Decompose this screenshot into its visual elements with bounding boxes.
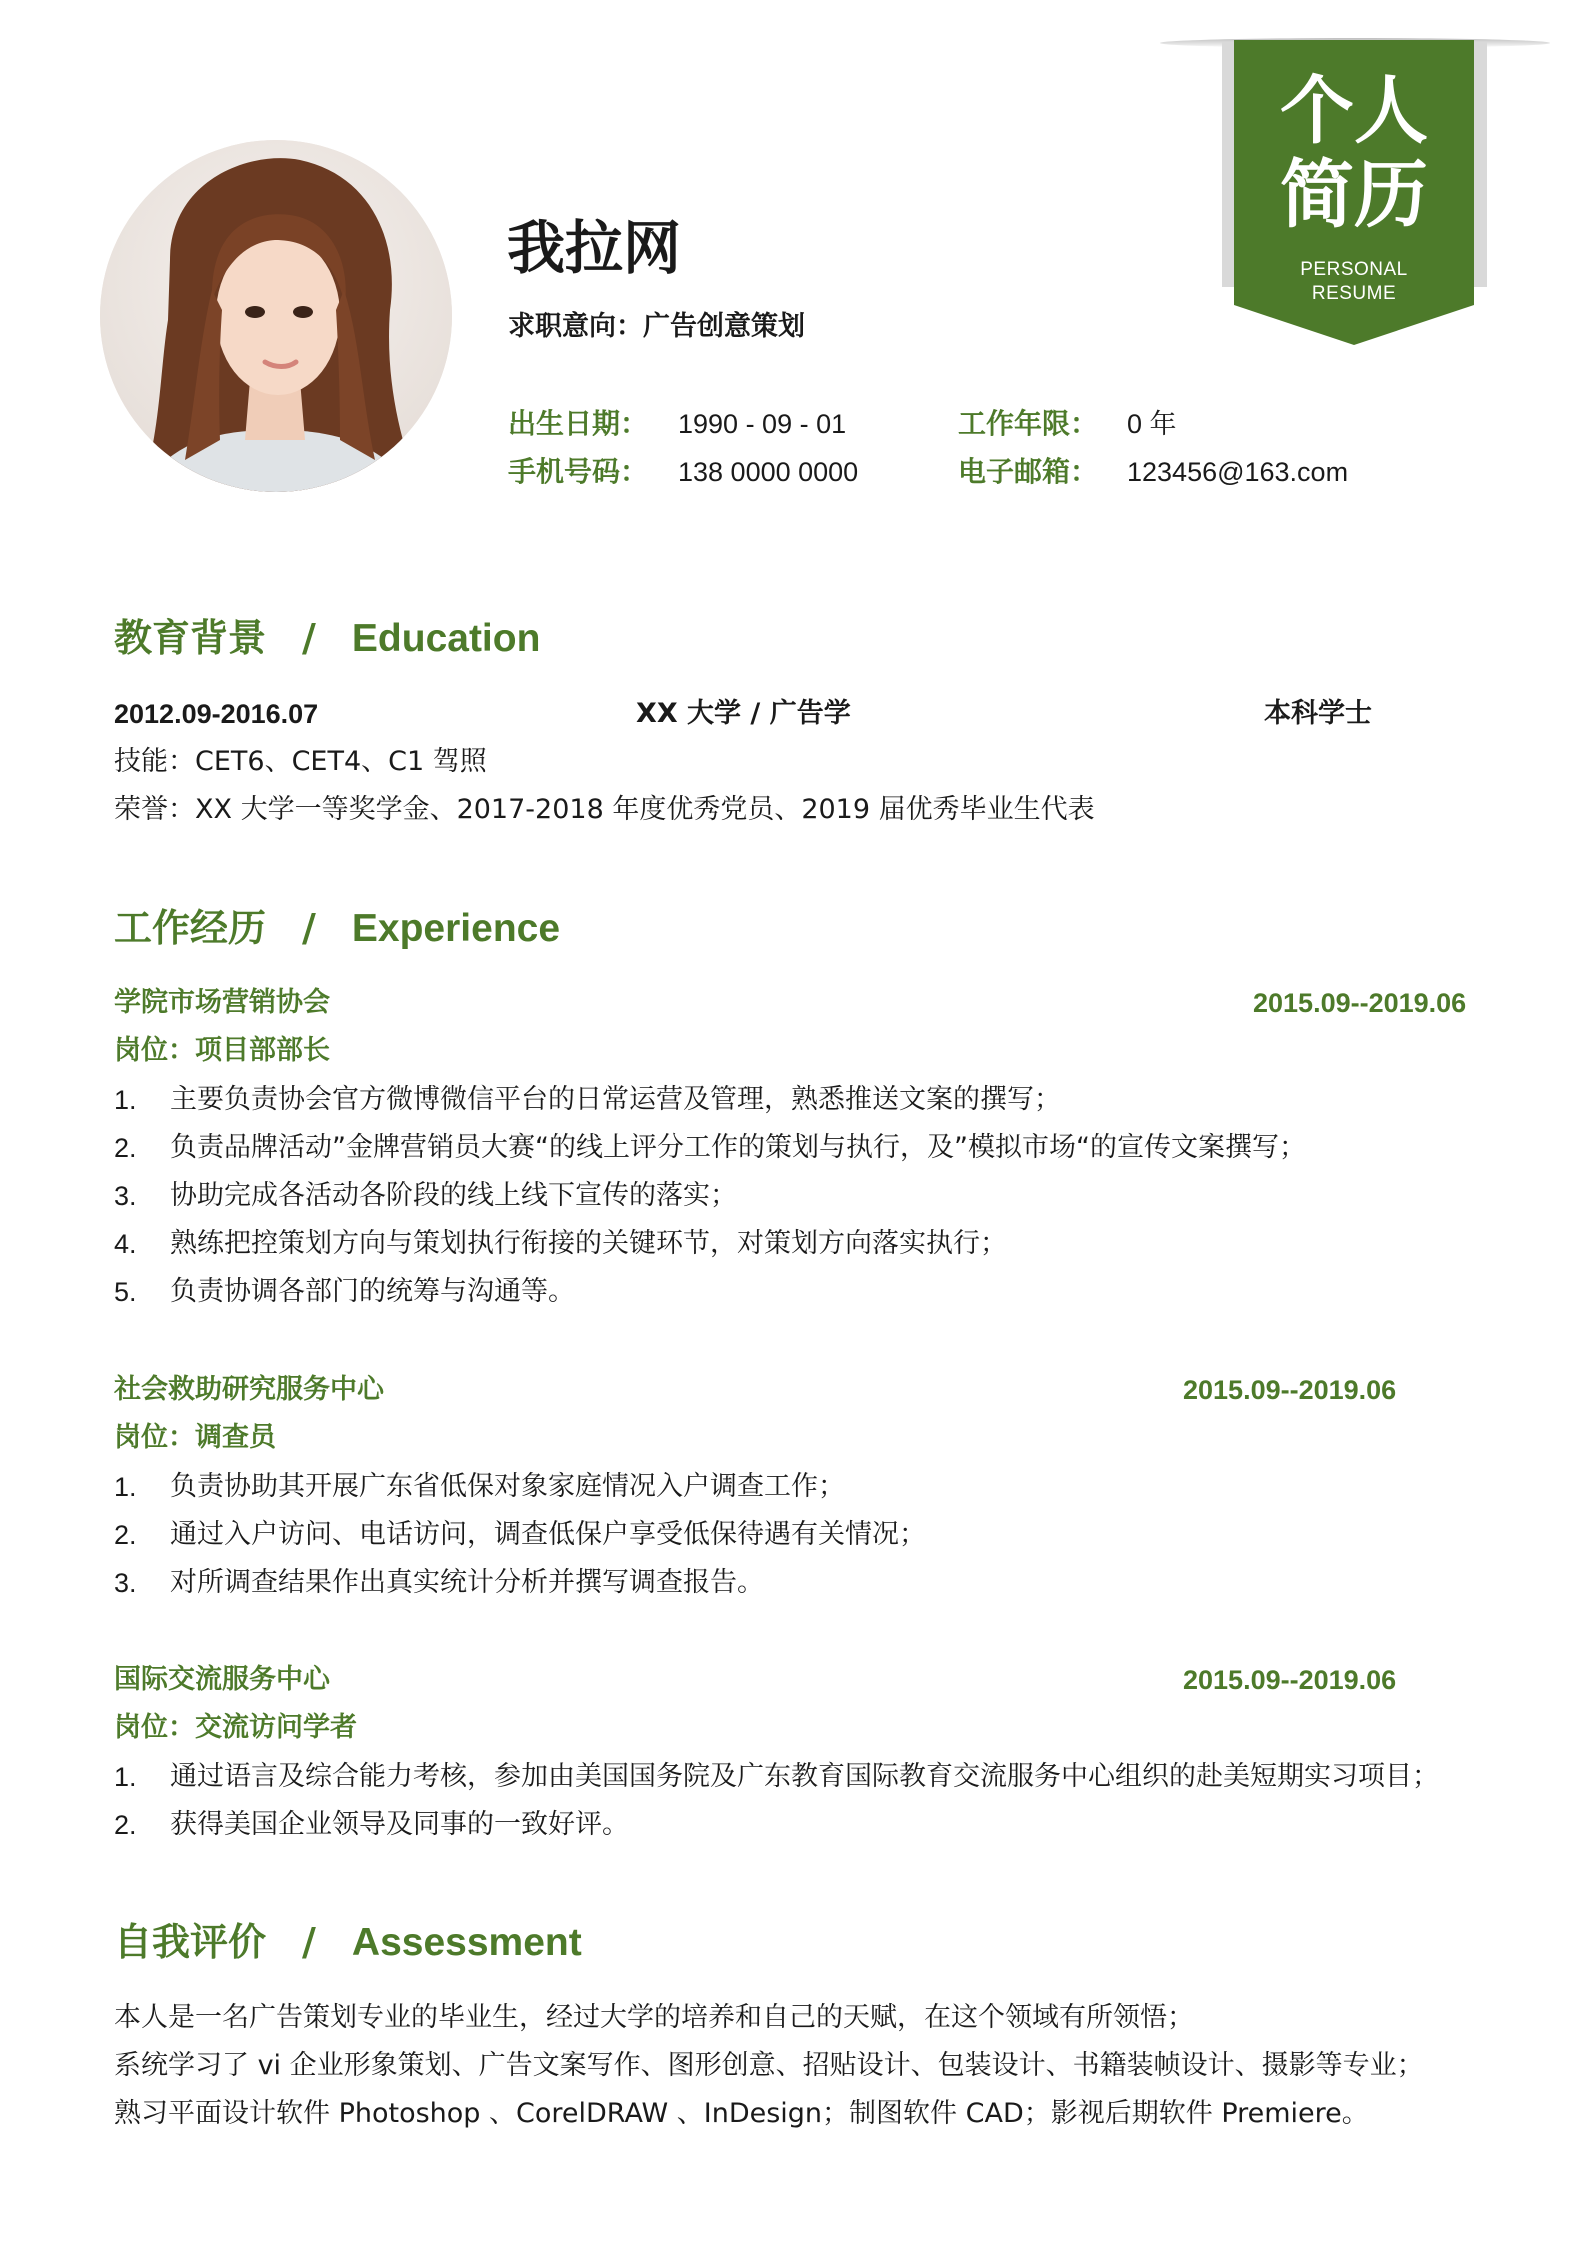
list-number: 1. bbox=[114, 1085, 137, 1115]
experience-slash: / bbox=[302, 906, 316, 950]
education-slash: / bbox=[302, 616, 316, 660]
list-number: 3. bbox=[114, 1181, 137, 1211]
education-title-cn: 教育背景 bbox=[114, 616, 267, 660]
job-date: 2015.09--2019.06 bbox=[1183, 1375, 1397, 1405]
experience-title-en: Experience bbox=[351, 907, 561, 950]
portrait-photo bbox=[100, 140, 452, 492]
experience-heading bbox=[114, 904, 560, 953]
experience-title-cn: 工作经历 bbox=[114, 906, 267, 950]
list-number: 5. bbox=[114, 1277, 137, 1307]
list-number: 1. bbox=[114, 1762, 137, 1792]
job-org: 学院市场营销协会 bbox=[114, 987, 330, 1018]
banner-sub-line2: RESUME bbox=[1311, 283, 1397, 304]
list-number: 3. bbox=[114, 1568, 137, 1598]
education-skills: 技能：CET6、CET4、C1 驾照 bbox=[114, 746, 487, 777]
education-period: 2012.09-2016.07 bbox=[114, 699, 319, 729]
job-date: 2015.09--2019.06 bbox=[1183, 1665, 1397, 1695]
list-item: 负责协调各部门的统筹与沟通等。 bbox=[170, 1276, 575, 1307]
assessment-title-en: Assessment bbox=[351, 1921, 582, 1964]
assessment-line: 系统学习了 vi 企业形象策划、广告文案写作、图形创意、招贴设计、包装设计、书籍装帧设计、摄影等专业； bbox=[114, 2050, 1424, 2081]
resume-banner bbox=[1234, 40, 1474, 345]
email-label: 电子邮箱： bbox=[958, 455, 1099, 488]
job-role: 岗位：调查员 bbox=[114, 1422, 276, 1453]
birth-label: 出生日期： bbox=[508, 407, 649, 440]
list-item: 负责协助其开展广东省低保对象家庭情况入户调查工作； bbox=[170, 1471, 845, 1502]
job-role: 岗位：交流访问学者 bbox=[114, 1712, 357, 1743]
list-number: 2. bbox=[114, 1133, 137, 1163]
list-number: 2. bbox=[114, 1520, 137, 1550]
job-date: 2015.09--2019.06 bbox=[1253, 988, 1467, 1018]
list-item: 负责品牌活动”金牌营销员大赛“的线上评分工作的策划与执行，及”模拟市场“的宣传文案撰写； bbox=[170, 1132, 1306, 1163]
list-item: 熟练把控策划方向与策划执行衔接的关键环节，对策划方向落实执行； bbox=[170, 1228, 1007, 1259]
phone-value: 138 0000 0000 bbox=[678, 457, 859, 487]
education-degree: 本科学士 bbox=[1264, 698, 1372, 729]
job-role: 岗位：项目部部长 bbox=[114, 1035, 330, 1066]
assessment-line: 熟习平面设计软件 Photoshop 、CorelDRAW 、InDesign；制图软件 CAD；影视后期软件 Premiere。 bbox=[114, 2098, 1369, 2129]
list-number: 2. bbox=[114, 1810, 137, 1840]
avatar bbox=[100, 140, 452, 492]
job-org: 国际交流服务中心 bbox=[114, 1664, 330, 1695]
banner-sub-line1: PERSONAL bbox=[1300, 259, 1408, 280]
job-intent: 求职意向：广告创意策划 bbox=[508, 311, 805, 342]
education-title-en: Education bbox=[351, 617, 541, 660]
birth-value: 1990 - 09 - 01 bbox=[678, 409, 847, 439]
education-school: XX 大学 / 广告学 bbox=[636, 698, 851, 729]
list-item: 对所调查结果作出真实统计分析并撰写调查报告。 bbox=[170, 1567, 764, 1598]
years-value: 0 年 bbox=[1127, 409, 1177, 439]
banner-title-line2: 简历 bbox=[1280, 152, 1428, 238]
assessment-heading bbox=[114, 1918, 582, 1967]
list-item: 通过语言及综合能力考核，参加由美国国务院及广东教育国际教育交流服务中心组织的赴美短期实习项目； bbox=[170, 1761, 1439, 1792]
phone-label: 手机号码： bbox=[508, 455, 649, 488]
list-item: 协助完成各活动各阶段的线上线下宣传的落实； bbox=[170, 1180, 737, 1211]
candidate-name: 我拉网 bbox=[507, 214, 682, 282]
email-value: 123456@163.com bbox=[1127, 457, 1349, 487]
education-honors: 荣誉：XX 大学一等奖学金、2017-2018 年度优秀党员、2019 届优秀毕业生代表 bbox=[114, 794, 1095, 825]
list-item: 主要负责协会官方微博微信平台的日常运营及管理，熟悉推送文案的撰写； bbox=[170, 1084, 1061, 1115]
job-org: 社会救助研究服务中心 bbox=[114, 1374, 384, 1405]
list-item: 通过入户访问、电话访问，调查低保户享受低保待遇有关情况； bbox=[170, 1519, 926, 1550]
education-heading bbox=[114, 614, 540, 663]
assessment-slash: / bbox=[302, 1920, 316, 1964]
assessment-line: 本人是一名广告策划专业的毕业生，经过大学的培养和自己的天赋，在这个领域有所领悟； bbox=[114, 2002, 1194, 2033]
years-label: 工作年限： bbox=[958, 407, 1099, 440]
assessment-title-cn: 自我评价 bbox=[114, 1920, 267, 1964]
list-number: 1. bbox=[114, 1472, 137, 1502]
banner-title-line1: 个人 bbox=[1280, 68, 1428, 154]
list-number: 4. bbox=[114, 1229, 137, 1259]
list-item: 获得美国企业领导及同事的一致好评。 bbox=[170, 1809, 629, 1840]
